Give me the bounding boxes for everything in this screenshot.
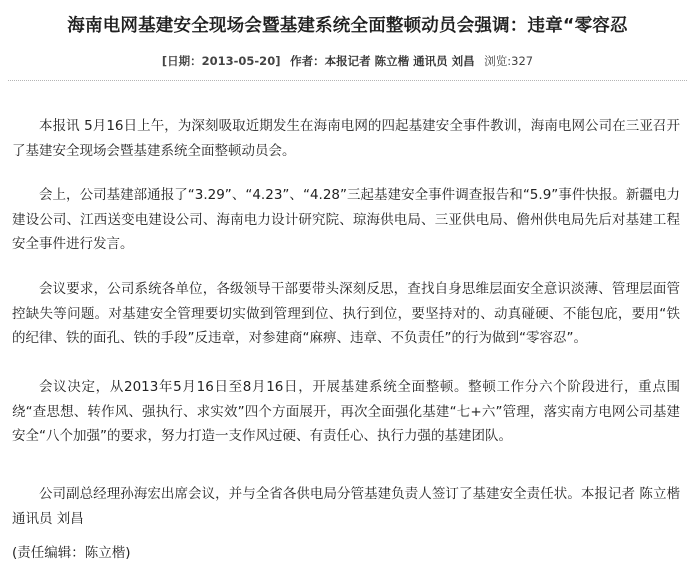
article-paragraph: 公司副总经理孙海宏出席会议，并与全省各供电局分管基建负责人签订了基建安全责任状。本报记者 陈立楷 通讯员 刘昌 [12, 486, 680, 527]
article-meta [0, 53, 695, 69]
article-paragraph: 会上，公司基建部通报了“3.29”、“4.23”、“4.28”三起基建安全事件调查报告和“5.9”事件快报。新疆电力建设公司、江西送变电建设公司、海南电力设计研究院、琼海供电局、三亚供电局、儋州供电局先后对基建工程安全事件进行发言。 [12, 187, 680, 252]
meta-divider [8, 80, 687, 81]
article-paragraph: 会议要求，公司系统各单位，各级领导干部要带头深刻反思，查找自身思维层面安全意识淡薄、管理层面管控缺失等问题。对基建安全管理要切实做到管理到位、执行到位，要坚持对的、动真碰硬、不能包庇，要用“铁的纪律、铁的面孔、铁的手段”反违章，对参建商“麻痹、违章、不负责任”的行为做到“零容忍”。 [12, 281, 680, 346]
author-line: 作者：本报记者 陈立楷 通讯员 刘昌 [290, 54, 475, 68]
article-paragraph: 会议决定，从2013年5月16日至8月16日，开展基建系统全面整顿。整顿工作分六个阶段进行，重点围绕“查思想、转作风、强执行、求实效”四个方面展开，再次全面强化基建“七+六”管理，落实南方电网公司基建安全“八个加强”的要求，努力打造一支作风过硬、有责任心、执行力强的基建团队。 [12, 379, 680, 444]
article-paragraph: 本报讯 5月16日上午，为深刻吸取近期发生在海南电网的四起基建安全事件教训，海南电网公司在三亚召开了基建安全现场会暨基建系统全面整顿动员会。 [12, 118, 680, 159]
view-count: 浏览:327 [484, 54, 534, 68]
publish-date: [日期：2013-05-20] [161, 54, 281, 68]
responsible-editor: (责任编辑：陈立楷) [12, 545, 131, 561]
article-title: 海南电网基建安全现场会暨基建系统全面整顿动员会强调：违章“零容忍 [67, 16, 628, 36]
